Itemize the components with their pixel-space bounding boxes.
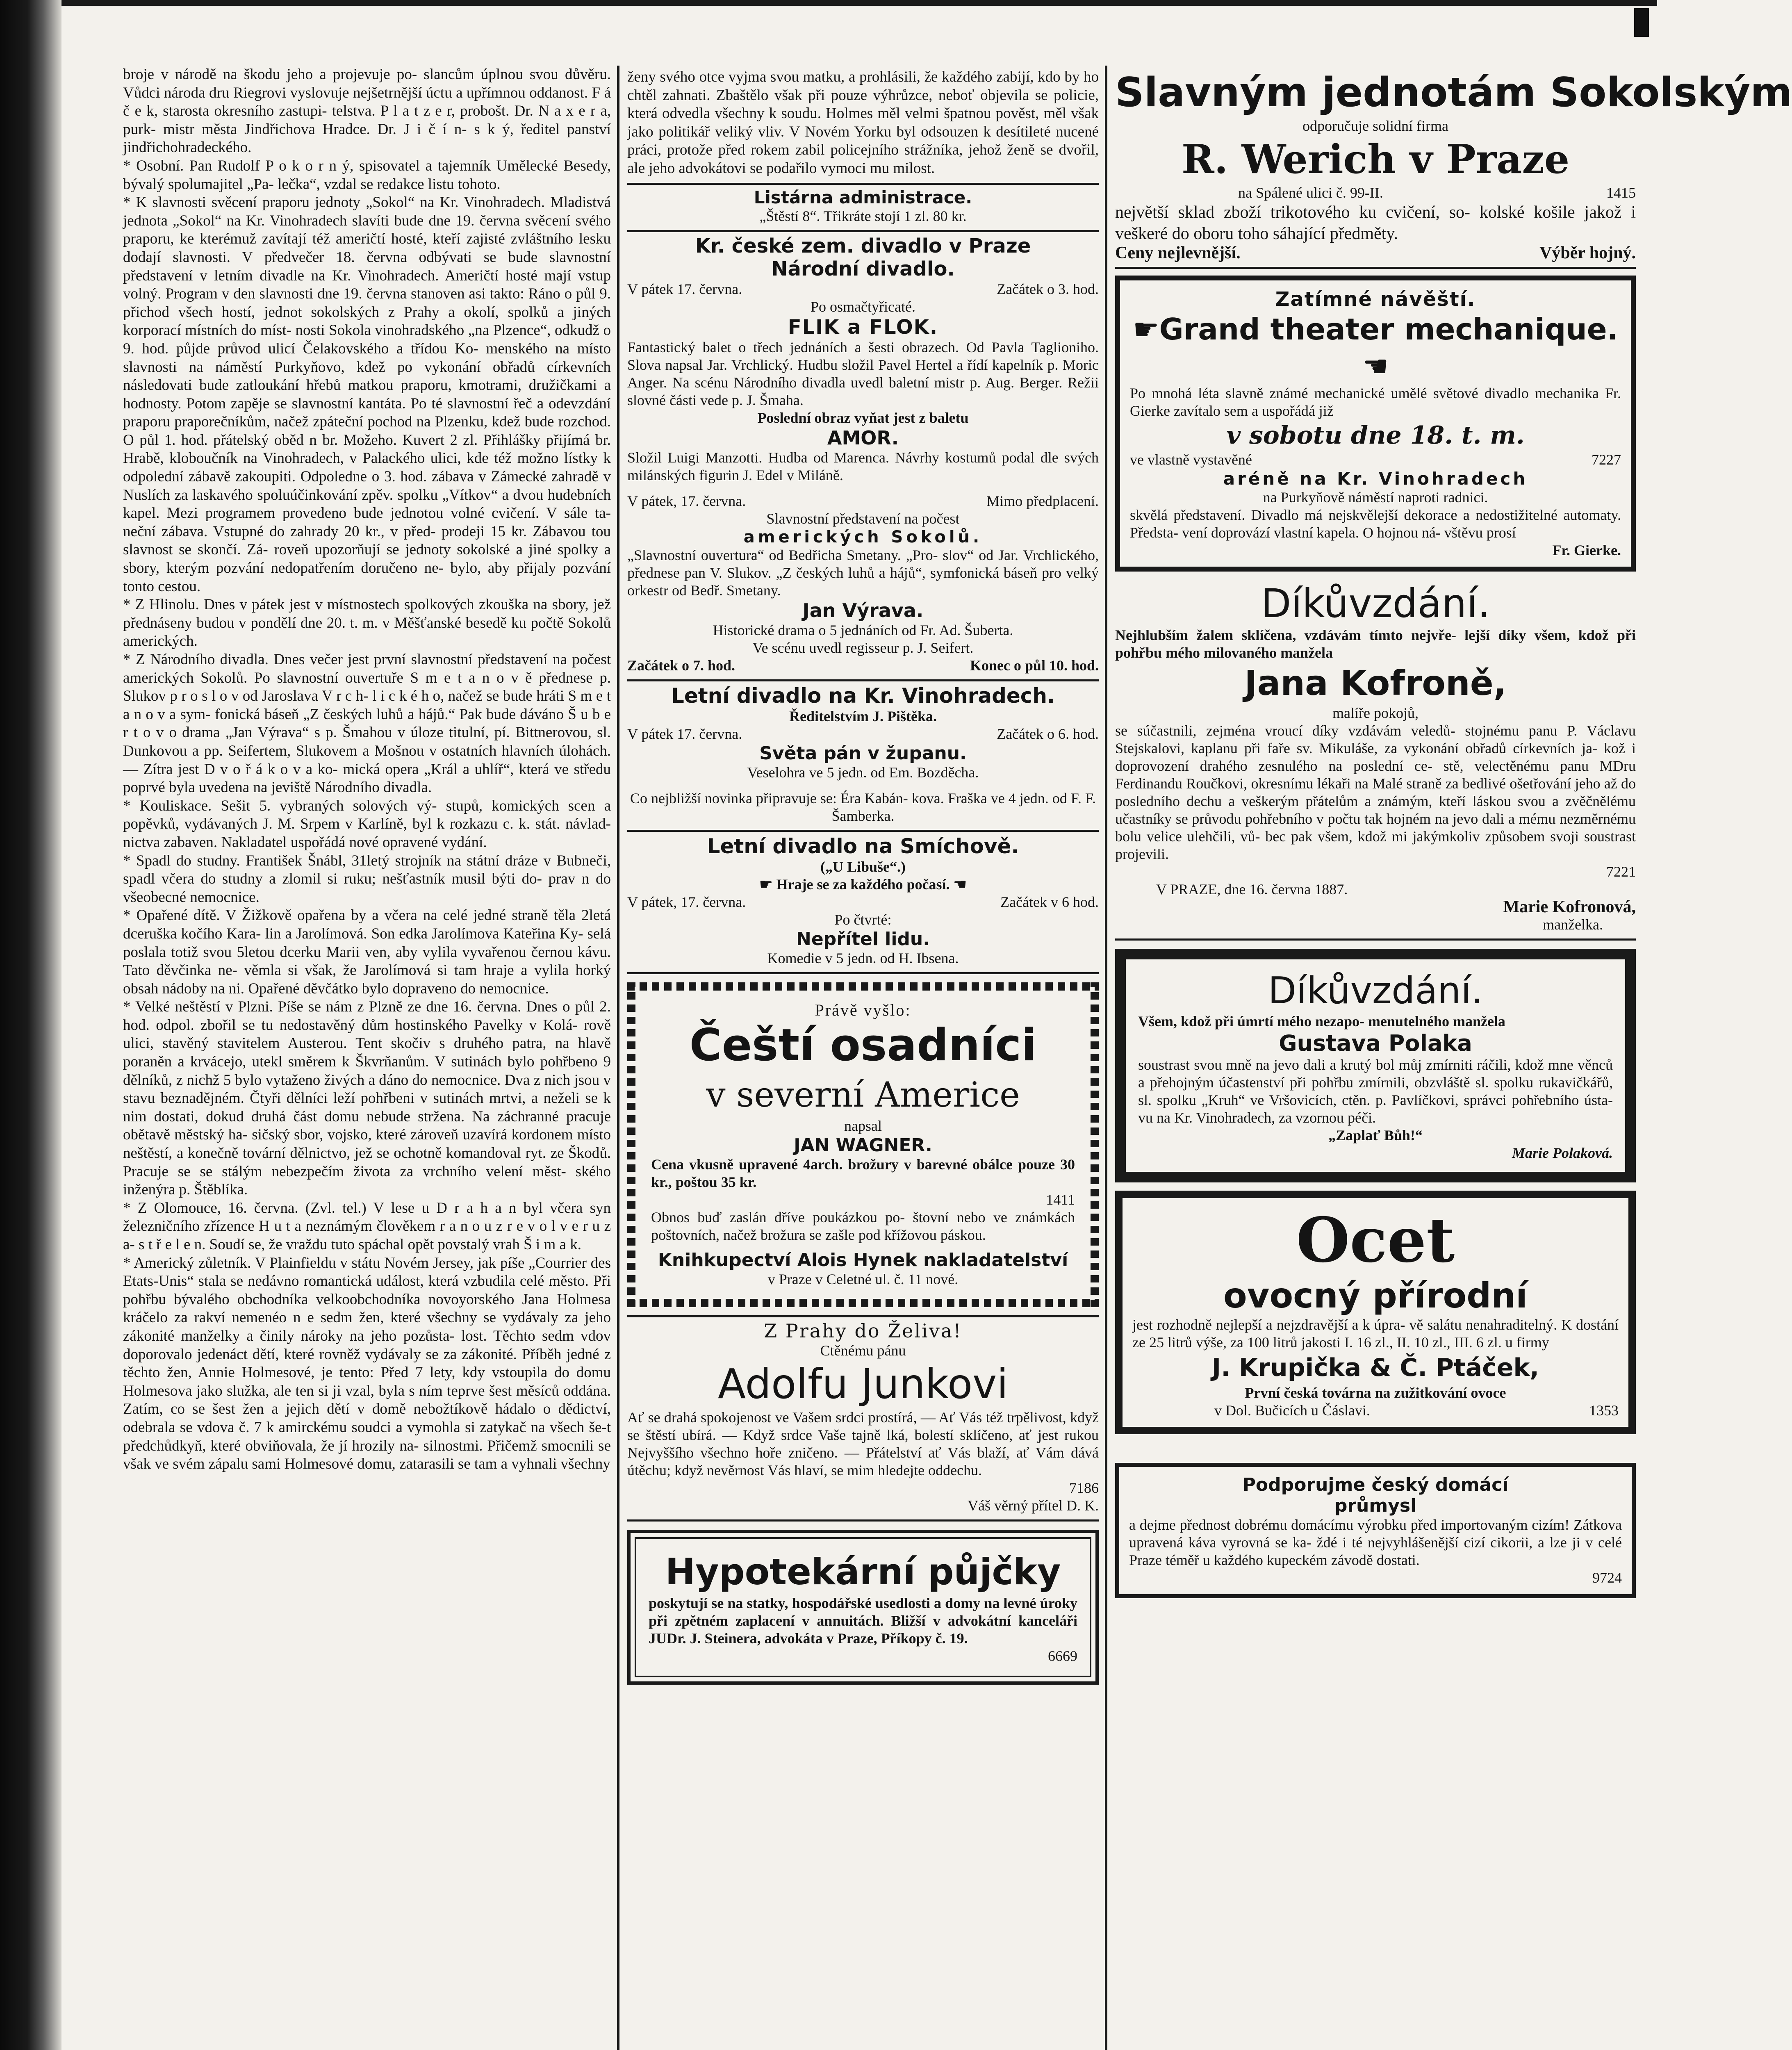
ocet-place-row bbox=[1132, 1402, 1619, 1419]
theater-column bbox=[627, 66, 1099, 2050]
news-paragraph: * Velké neštěstí v Plzni. Píše se nám z Plzně ze dne 16. června. Dnes o půl 2. hod. odpol. zbořil se tu nedostavěný dům hostinského Pavelky v Kolá- rově ulici, stavěný stavitelem Austerou. Tent skočiv s druhého patra, na hlavě poraněn a krvácejo, utekl směrem k Škvrňanům. V sutinách bylo pohřbeno 9 dělníků, z nichž 5 bylo vytaženo živých a dáno do nemocnice. Dva z nich jsou v stavu beznadějném. Čtyři dělníci leží pohřbeni v sutinách mrtvi, a neželi se k nim dostati, dokud druhá část domu nebude stržena. Na záchranné pracuje obětavě městský ha- sičský sbor, vojsko, které zároveň uzavírá kordonem místo neštěstí, a konečně tovární dělnictvo, jež se ochotně komandoval ryt. ze Škodů. Pracuje se se stálým nebezpečím života za vrchního velení měst- ského inženýra p. Štěblíka. bbox=[123, 998, 611, 1198]
letni-director: Ředitelstvím J. Pištěka. bbox=[789, 708, 937, 724]
news-body bbox=[123, 66, 611, 1474]
theater-number: 7227 bbox=[1592, 451, 1621, 468]
osadnici-address: v Praze v Celetné ul. č. 11 nové. bbox=[767, 1271, 959, 1287]
perf1-title: FLIK a FLOK. bbox=[788, 315, 938, 339]
perf1-note: Po osmačtyřicaté. bbox=[811, 298, 915, 315]
smichov-fourth: Po čtvrté: bbox=[834, 911, 892, 928]
pointing-hand-icon: ☚ bbox=[950, 876, 967, 893]
kofron-intro: Nejhlubším žalem sklíčena, vzdávám tímto nejvře- lejší díky všem, kdož při pohřbu mého milovaného manžela bbox=[1115, 627, 1636, 661]
kava-text: a dejme přednost dobrému domácímu výrobku před importovaným cizím! Zátkova upravená káva vyrovná se ka- ždé i té nejvyhlášenější cizí cikorii, a lze ji v celé Praze téměř u každého kupeckém závodě dostati. bbox=[1129, 1517, 1622, 1568]
smichov-row bbox=[627, 893, 1099, 911]
smichov-day: V pátek, 17. června. bbox=[627, 893, 746, 910]
smichov-header: Letní divadlo na Smíchově. bbox=[707, 834, 1019, 858]
perf3-time: Mimo předplacení. bbox=[986, 492, 1099, 509]
narodni-divadlo-section bbox=[627, 232, 1099, 681]
theater-sign: Fr. Gierke. bbox=[1552, 542, 1621, 558]
kava-number: 9724 bbox=[1592, 1569, 1622, 1586]
werich-firm: R. Werich v Praze bbox=[1181, 136, 1570, 182]
polak-thanks: „Zaplať Bůh!“ bbox=[1328, 1127, 1423, 1143]
polak-sign: Marie Polaková. bbox=[1512, 1145, 1613, 1161]
smichov-title: Nepřítel lidu. bbox=[796, 928, 930, 950]
smichov-weather bbox=[627, 876, 1099, 893]
osadnici-price: Cena vkusně upravené 4arch. brožury v barevné obálce pouze 30 kr., poštou 35 kr. bbox=[651, 1156, 1075, 1190]
letni-title: Světa pán v županu. bbox=[759, 743, 967, 764]
ocet-place: v Dol. Bučicích u Čáslavi. bbox=[1214, 1402, 1370, 1419]
kava-title2: průmysl bbox=[1334, 1495, 1417, 1516]
news-column bbox=[123, 66, 611, 2050]
perf1-time: Začátek o 3. hod. bbox=[997, 280, 1099, 297]
column-rule-1 bbox=[617, 66, 619, 2050]
osadnici-pre: Právě vyšlo: bbox=[815, 1000, 911, 1019]
perf1-row bbox=[627, 280, 1099, 298]
werich-choice: Výběr hojný. bbox=[1539, 244, 1636, 262]
smichov-sub: („U Libuše“.) bbox=[820, 858, 906, 875]
perf3-title: Jan Výrava. bbox=[802, 599, 924, 622]
osadnici-author: JAN WAGNER. bbox=[794, 1134, 932, 1156]
werich-address-row bbox=[1115, 184, 1636, 202]
werich-sub: odporučuje solidní firma bbox=[1302, 118, 1448, 134]
perf3-start: Začátek o 7. hod. bbox=[627, 657, 735, 674]
ocet-factory: První česká továrna na zužitkování ovoce bbox=[1245, 1385, 1506, 1401]
perf2-text: Složil Luigi Manzotti. Hudba od Marenca. Návrhy kostumů podal dle svých milánských figurin J. Edel v Miláně. bbox=[627, 449, 1099, 483]
perf1-text: Fantastický balet o třech jednáních a šesti obrazech. Od Pavla Taglioniho. Slova napsal Jar. Vrchlický. Hudbu složil Pavel Hertel a řídí kapelník p. Moric Anger. Na scénu Národního divadla uvedl baletní mistr p. Aug. Berger. Režii slovné části vede p. J. Šmaha. bbox=[627, 339, 1099, 408]
polak-intro: Všem, kdož při úmrtí mého nezapo- menutelného manžela bbox=[1138, 1013, 1505, 1030]
perf2-title: AMOR. bbox=[827, 426, 899, 449]
theater-pre: Zatímné návěští. bbox=[1275, 288, 1476, 311]
news-paragraph: * Z Hlinolu. Dnes v pátek jest v místnostech spolkových zkouška na sbory, jež přednáseny budou v pondělí dne 20. t. m. v Měšťanské besedě ku počtě Sokolů amerických. bbox=[123, 596, 611, 650]
smichov-desc: Komedie v 5 jedn. od H. Ibsena. bbox=[767, 950, 959, 966]
theater-title-row bbox=[1130, 311, 1621, 385]
letni-row bbox=[627, 725, 1099, 743]
perf3-end: Konec o půl 10. hod. bbox=[970, 657, 1099, 674]
zeliv-footer bbox=[627, 1479, 1099, 1497]
kofron-title: Díkůvzdání. bbox=[1261, 581, 1490, 626]
perf3-line2: amerických Sokolů. bbox=[743, 527, 983, 547]
werich-number: 1415 bbox=[1606, 184, 1636, 201]
werich-ad bbox=[1115, 66, 1792, 269]
news-paragraph: * Z Národního divadla. Dnes večer jest první slavnostní představení na počest amerických Sokolů. Po slavnostní ouvertuře S m e t a n o v ě přednese p. Slukov p r o s l o v od Jaroslava V r c h- l i c k é h o, načež se bude hráti S m e t a n o v a sym- fonická báseň „Z českých luhů a hájů.“ Pak bude dáváno Š u b e r t o v o drama „Jan Výrava“ s p. Šmahou v úloze titulní, pí. Bittnerovou, sl. Dunkovou a pp. Seifertem, Slukovem a Mošnou v ostatních hlavních úlohách. — Zítra jest D v o ř á k o v a ko- mická opera „Král a uhlíř“, která ve středu poprvé byla uvedena na jeviště Národního divadla. bbox=[123, 651, 611, 796]
theater-arena: aréně na Kr. Vinohradech bbox=[1223, 469, 1528, 489]
kofron-number: 7221 bbox=[1606, 863, 1636, 880]
osadnici-publisher: Knihkupectví Alois Hynek nakladatelství bbox=[658, 1249, 1068, 1271]
listarna-title: Listárna administrace. bbox=[754, 187, 972, 207]
theater-mechanique-ad bbox=[1115, 276, 1636, 572]
kofron-text: se súčastnili, zejména vroucí díky vzdávám veledů- stojnému panu P. Václavu Stejskalovi, kaplanu při faře sv. Mikuláše, za vykonání obřadů církevních ja- kož i doprovození drahého zesnulého na poslední ce- stě, velectěnému panu MDru Ferdinandu Roučkovi, okresnímu lékaři na Malé straně za bedlivé ošetřování jeho až do posledního dechu a veškerým přátelům a známým, kteří láskou svou a zvěčnělému učastníky se průvodu pohřebního v počtu tak hojném na jevo dali a mému nezměrnému bolu velice ulehčili, vů- bec pak všem, kdož mi jakýmkoliv způsobem svoji soustrast projevili. bbox=[1115, 722, 1636, 862]
osadnici-title2: v severní Americe bbox=[706, 1074, 1020, 1115]
news-paragraph: * Spadl do studny. František Šnábl, 31letý strojník na státní dráze v Bubneči, spadl včera do studny a zlomil si ruku; nešťastník musil býti do- prav n do všeobecné nemocnice. bbox=[123, 852, 611, 906]
werich-footer bbox=[1115, 244, 1636, 262]
letni-desc: Veselohra ve 5 jedn. od Em. Bozděcha. bbox=[747, 764, 979, 781]
narodni-header: Kr. české zem. divadlo v Praze bbox=[695, 234, 1031, 257]
ocet-subtitle: ovocný přírodní bbox=[1223, 1276, 1528, 1316]
kofron-date: V PRAZE, dne 16. června 1887. bbox=[1156, 881, 1348, 897]
news-continuation bbox=[627, 66, 1099, 185]
listarna-text: „Štěstí 8“. Třikráte stojí 1 zl. 80 kr. bbox=[759, 207, 967, 224]
kava-title1: Podporujme český domácí bbox=[1242, 1474, 1509, 1495]
letni-time: Začátek o 6. hod. bbox=[997, 725, 1099, 742]
news-paragraph: * Kouliskace. Sešit 5. vybraných solových vý- stupů, komických scen a popěvků, vydávaných J. M. Srpem v Karlíně, byl k rozkazu c. k. stát. návlad- nictva zabaven. Nakladatel uspořádá nové opravené vydání. bbox=[123, 797, 611, 851]
theater-text: Po mnohá léta slavně známé mechanické umělé světové divadlo mechanika Fr. Gierke zavítalo sem a uspořádá již bbox=[1130, 385, 1621, 419]
letni-day: V pátek 17. června. bbox=[627, 725, 742, 742]
news-paragraph: broje v národě na škodu jeho a projevuje po- slancům úplnou svou důvěru. Vůdci národa dru Riegrovi vyslovuje nejšetrnější úctu a upřímnou oddanost. F á č e k, starosta okresního zastupi- telstva. P l a t z e r, probošt. Dr. N a x e r a, purk- mistr města Jindřichova Hradce. Dr. J i č í n- s k ý, ředitel panství jindřichohradeckého. bbox=[123, 66, 611, 156]
ocet-ad bbox=[1115, 1191, 1636, 1434]
kofron-role: manželka. bbox=[1543, 916, 1603, 933]
polak-name: Gustava Polaka bbox=[1279, 1030, 1472, 1056]
ocet-title: Ocet bbox=[1296, 1204, 1455, 1276]
zeliv-sign: Váš věrný přítel D. K. bbox=[968, 1497, 1099, 1514]
kofron-sign: Marie Kofronová, bbox=[1503, 897, 1636, 916]
zeliv-text: Ať se drahá spokojenost ve Vašem srdci prostírá, — Ať Vás též trpělivost, když se štěstí ubírá. — Když srdce Vaše tajně lká, bolestí sklíčeno, ať jest rukou Nejvyššího všechno hoře zničeno. — Přátelství ať Vás blaží, ať Vám dává útěchu; když nevěrnost Vás hlaví, se mim hledejte oddechu. bbox=[627, 1409, 1099, 1478]
pointing-hand-icon: ☚ bbox=[1362, 349, 1389, 383]
polak-title: Díkůvzdání. bbox=[1268, 969, 1483, 1012]
zeliv-line1: Z Prahy do Želiva! bbox=[764, 1319, 962, 1342]
ads-column bbox=[1115, 66, 1792, 2050]
ocet-text: jest rozhodně nejlepší a nejzdravější a k úpra- vě salátu nenahraditelný. K dostání ze 25 litrů výše, za 100 litrů jakosti I. 16 zl., II. 10 zl., III. 6 zl. u firmy bbox=[1132, 1317, 1619, 1351]
hypoteky-title: Hypotekární půjčky bbox=[665, 1550, 1061, 1593]
perf3-desc1: Historické drama o 5 jednáních od Fr. Ad. Šuberta. bbox=[713, 622, 1013, 638]
theater-place: na Purkyňově náměstí naproti radnici. bbox=[1263, 489, 1488, 506]
werich-prices: Ceny nejlevnější. bbox=[1115, 244, 1241, 262]
letni-header: Letní divadlo na Kr. Vinohradech. bbox=[671, 683, 1055, 708]
perf2-note: Poslední obraz vyňat jest z baletu bbox=[757, 409, 969, 426]
osadnici-title1: Čeští osadníci bbox=[689, 1019, 1037, 1071]
zeliv-notice bbox=[627, 1315, 1099, 1522]
perf1-day: V pátek 17. června. bbox=[627, 280, 742, 297]
polak-notice bbox=[1115, 949, 1636, 1182]
polak-text: soustrast svou mně na jevo dali a krutý bol můj zmírniti ráčili, kdož mne věnců a přehojným účastenství při pohřbu zmírnili, obzvláště sl. spolku rukavičkářů, sl. spolku „Kruh“ ve Vršovicích, ctěn. p. Pavlíčkovi, správci pohřebního ústa- vu na Kr. Vinohradech, za vzornou péči. bbox=[1138, 1057, 1613, 1126]
news-paragraph: ženy svého otce vyjma svou matku, a prohlásili, že každého zabijí, kdo by ho chtěl zahnati. Zbaštělo však při pouze výhrůzce, neboť objevila se policie, která odvedla všechny k soudu. Holmes měl velmi špatnou pověst, měl však jako politikář veliký vliv. V Novém Yorku byl odsouzen k desítileté nucené práci, protože před rokem zabil policejního strážníka, jehož ženě se dvořil, ale jeho advokátovi se podařilo vymoci mu milost. bbox=[627, 68, 1099, 177]
kofron-notice bbox=[1115, 578, 1636, 941]
perf3-row bbox=[627, 492, 1099, 510]
perf3-line1: Slavnostní představení na počest bbox=[766, 510, 960, 527]
perf3-day: V pátek, 17. června. bbox=[627, 492, 746, 509]
news-paragraph: * Opařené dítě. V Žižkově opařena by a včera na celé jedné straně těla 2letá dceruška kočího Kara- lin a Jarolímová. Son edka Jarolímova Kateřina Ky- selá poslala totiž svou 5letou dcerku Marii ven, aby vylila vyvařenou černou kávu. Tato děvčinka ne- věmla si však, že Jarolímová si tam hraje a vylila horký obsah nádoby na ni. Opařené děvčátko bylo dopraveno do nemocnice. bbox=[123, 907, 611, 997]
werich-title: Slavným jednotám Sokolským bbox=[1115, 69, 1792, 116]
listarna-section bbox=[627, 185, 1099, 232]
osadnici-ad bbox=[627, 982, 1099, 1307]
smichov-section bbox=[627, 832, 1099, 974]
theater-desc: skvělá představení. Divadlo má nejskvělejší dekorace a nedostižitelné automaty. Předsta- vení doprovází vlastní kapela. O hojnou ná- vštěvu prosí bbox=[1130, 507, 1621, 541]
perf3-times bbox=[627, 657, 1099, 674]
page-binding-shadow bbox=[0, 0, 61, 2050]
zeliv-number: 7186 bbox=[1069, 1479, 1099, 1496]
news-paragraph: * Osobní. Pan Rudolf P o k o r n ý, spisovatel a tajemník Umělecké Besedy, bývalý spolumajitel „Pa- lečka“, vzdal se redakce listu tohoto. bbox=[123, 157, 611, 193]
theater-date: v sobotu dne 18. t. m. bbox=[1226, 421, 1525, 450]
hypoteky-text: poskytují se na statky, hospodářské usedlosti a domy na levné úroky při zpětném zaplacení v annuitách. Bližší v advokátní kanceláři JUDr. J. Steinera, advokáta v Praze, Příkopy č. 19. bbox=[649, 1594, 1077, 1647]
zeliv-line2: Ctěnému pánu bbox=[820, 1342, 906, 1359]
osadnici-number: 1411 bbox=[1046, 1191, 1075, 1208]
letni-novelty: Co nejbližší novinka připravuje se: Éra Kabán- kova. Fraška ve 4 jedn. od F. F. Šamberka. bbox=[630, 790, 1096, 824]
pointing-hand-icon: ☛ bbox=[1133, 312, 1159, 346]
column-rule-2 bbox=[1105, 66, 1107, 2050]
perf3-text: „Slavnostní ouvertura“ od Bedřicha Smetany. „Pro- slov“ od Jar. Vrchlického, přednese pan V. Slukov. „Z českých luhů a hájů“, symfonická báseň pro velký orkestr od Bedř. Smetany. bbox=[627, 547, 1099, 599]
smichov-time: Začátek v 6 hod. bbox=[1000, 893, 1099, 910]
zeliv-name: Adolfu Junkovi bbox=[717, 1360, 1009, 1408]
letni-divadlo-section bbox=[627, 681, 1099, 832]
hypoteky-ad bbox=[627, 1530, 1099, 1685]
kava-ad bbox=[1115, 1463, 1636, 1598]
theater-first: ve vlastně vystavěné bbox=[1130, 451, 1252, 468]
news-paragraph: * Americký zůletník. V Plainfieldu v státu Novém Jersey, jak píše „Courrier des Etats-Unis“ stala se nedávno romantická událost, která vzbudila celé město. Při pohřbu bývalého obchodníka velkoobchodníka novoyorského Jana Holmesa kráčelo za rakví nemenéo n e sedm žen, které všechny se vydávaly za jeho zákonité manželky a činily nároky na jeho pozůsta- lost. Těchto sedm vdov doporovalo jedenáct dětí, které rovněž vydávaly se za zákonité. Příběh jedné z těchto žen, Annie Holmesové, je tento: Před 7 lety, kdy vstoupila do domu Holmesova jako služka, ale ten si ji vzal, byla s ním teprve šest měsíců oddána. Zatím, co se šest žen a jejich dětí v domě nebožtíkově hádalo o dědictví, odebrala se vdova č. 7 k amirckému soudci a vymohla si zatykač na všech še-t předchůdkyň, které obviňovala, že jí hrozily na- silnostmi. Přičemž smocnili se však ve svém zápalu sami Holmesové domu, zatarasili se tam a vyhnali všechny bbox=[123, 1254, 611, 1473]
ocet-firm: J. Krupička & Č. Ptáček, bbox=[1211, 1353, 1539, 1382]
news-paragraph: * Z Olomouce, 16. června. (Zvl. tel.) V lese u D r a h a n byl včera syn železničního zřízence H u t a neznámým člověkem r a n o u z r e v o l v e r u z a- s t ř e l e n. Soudí se, že vraždu tuto spáchal opět povstalý vrah Š i m a k. bbox=[123, 1199, 611, 1253]
ocet-number: 1353 bbox=[1589, 1402, 1619, 1419]
osadnici-order: Obnos buď zaslán dříve poukázkou po- štovní nebo ve známkách poštovních, načež brožura se zašle pod křížovou páskou. bbox=[651, 1209, 1075, 1243]
corner-mark bbox=[1634, 8, 1649, 37]
werich-text: největší sklad zboží trikotového ku cvičení, so- kolské košile jakož i veškeré do oboru toho sáhající předměty. bbox=[1115, 203, 1636, 243]
perf3-desc2: Ve scénu uvedl regisseur p. J. Seifert. bbox=[752, 639, 974, 656]
smichov-weather-text: Hraje se za každého počasí. bbox=[776, 876, 950, 893]
theater-first-row bbox=[1130, 451, 1621, 469]
kofron-job: malíře pokojů, bbox=[1332, 705, 1419, 721]
page-top-edge bbox=[0, 0, 1657, 6]
kofron-name: Jana Kofroně, bbox=[1244, 663, 1507, 703]
werich-address: na Spálené ulici č. 99-II. bbox=[1238, 184, 1383, 201]
osadnici-by: napsal bbox=[844, 1117, 882, 1134]
pointing-hand-icon: ☛ bbox=[759, 876, 776, 893]
narodni-subheader: Národní divadlo. bbox=[771, 257, 955, 280]
theater-title: Grand theater mechanique. bbox=[1159, 312, 1618, 346]
news-paragraph: * K slavnosti svěcení praporu jednoty „Sokol“ na Kr. Vinohradech. Mladistvá jednota „Sokol“ na Kr. Vinohradech slavíti bude dne 19. června svěcení svého praporu, ke kterémuž zavítají též američtí hosté, kteří zajisté zvláštního lesku dodají slavnosti. V předvečer 18. června odbývati se bude slavnostní představení v letním divadle na Kr. Vinohradech. Američtí hosté mají vstup volný. Program v den slavnosti dne 19. června stanoven asi takto: Ráno o půl 9. přichod všech hostí, jednot sokolských z Prahy a okolí, spolků a jiných korporací místních do míst- nosti Sokola vinohradského „na Plzence“, odkudž o 9. hod. půjde průvod ulicí Čelakovského a třídou Ko- menského na místo slavnosti na náměstí Purkyňovo, kdež po vykonání obřadů církevních následovati bude zatloukání hřebů matkou praporu, kmotrami, družičkami a hodnosty. Potom zapěje se slavnostní kantáta. Po té slavnostní řeč a odevzdání praporu praporečníkům, načež zpáteční pochod na Plzenku, kdež bude rozchod. O půl 1. hod. přátelský oběd n br. Možeho. Kuvert 2 zl. Přihlášky přijímá br. Hrabě, kloboučník na Vinohradech, v Palackého ulici, kde též možno lístky k odpolední zábavě zakoupiti. Odpoledne o 3. hod. zábava v Zámecké zahradě v Nuslích za laskavého spoluúčinkování zpěv. spolku „Vítkov“ a dvou hudebních kapel. Mezi programem provedeno bude jednotou volné cvičení. V sále ta- neční zábava. Vstupné do zahrady 20 kr., v před- prodeji 15 kr. Zábavou tou slavnost se skončí. Zá- roveň upozorňují se jednoty sokolské a jiné spolky a sbory, kterým pozvání nedopatřením doručeno ne- bylo, aby přijaly pozvání tonto cestou. bbox=[123, 194, 611, 595]
hypoteky-number: 6669 bbox=[1048, 1647, 1077, 1664]
